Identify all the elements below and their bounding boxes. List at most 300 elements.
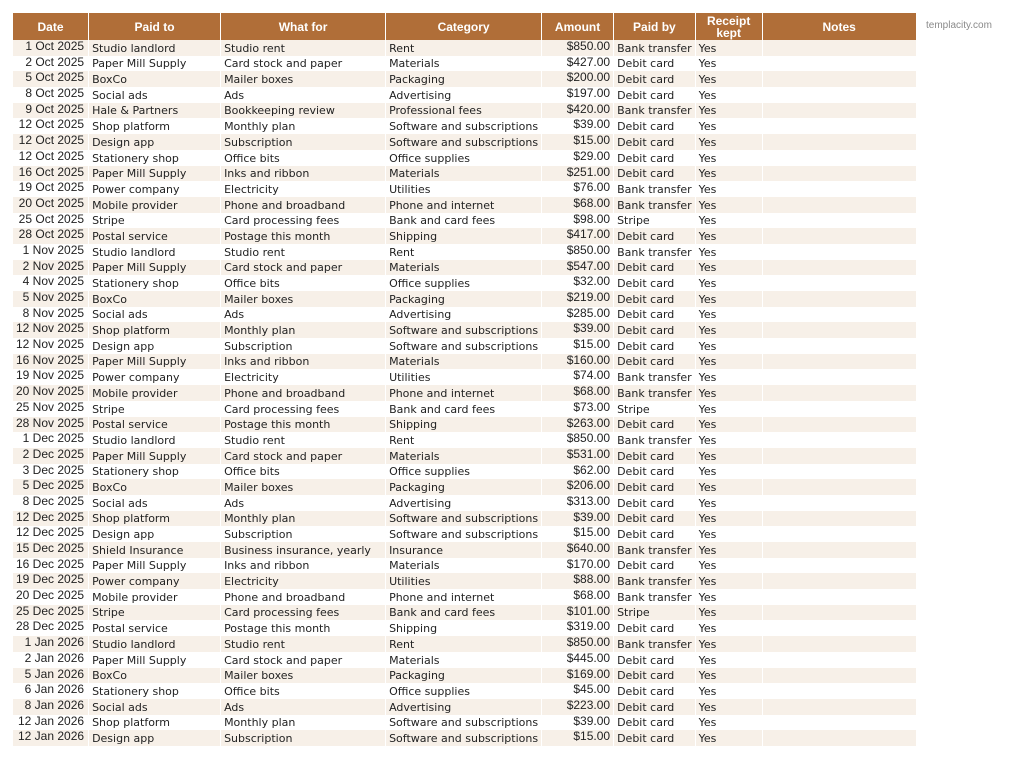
cell-amount[interactable]: $206.00: [542, 479, 614, 495]
cell-what-for[interactable]: Phone and broadband: [221, 385, 386, 401]
cell-paid-to[interactable]: BoxCo: [89, 668, 221, 684]
cell-what-for[interactable]: Mailer boxes: [221, 291, 386, 307]
cell-amount[interactable]: $88.00: [542, 573, 614, 589]
cell-what-for[interactable]: Postage this month: [221, 620, 386, 636]
cell-amount[interactable]: $76.00: [542, 181, 614, 197]
cell-paid-to[interactable]: Postal service: [89, 228, 221, 244]
cell-what-for[interactable]: Subscription: [221, 526, 386, 542]
cell-notes[interactable]: [762, 228, 916, 244]
cell-notes[interactable]: [762, 589, 916, 605]
cell-category[interactable]: Materials: [386, 166, 542, 182]
cell-paid-to[interactable]: Paper Mill Supply: [89, 652, 221, 668]
cell-date[interactable]: 19 Oct 2025: [13, 181, 89, 197]
cell-receipt-kept[interactable]: Yes: [695, 620, 762, 636]
cell-paid-to[interactable]: Social ads: [89, 699, 221, 715]
cell-notes[interactable]: [762, 511, 916, 527]
cell-date[interactable]: 16 Oct 2025: [13, 166, 89, 182]
cell-amount[interactable]: $62.00: [542, 464, 614, 480]
cell-date[interactable]: 3 Dec 2025: [13, 464, 89, 480]
cell-paid-to[interactable]: Stripe: [89, 401, 221, 417]
cell-paid-by[interactable]: Bank transfer: [614, 244, 696, 260]
cell-notes[interactable]: [762, 134, 916, 150]
cell-paid-by[interactable]: Bank transfer: [614, 369, 696, 385]
cell-receipt-kept[interactable]: Yes: [695, 134, 762, 150]
cell-receipt-kept[interactable]: Yes: [695, 448, 762, 464]
cell-what-for[interactable]: Card stock and paper: [221, 652, 386, 668]
cell-paid-to[interactable]: Hale & Partners: [89, 103, 221, 119]
cell-date[interactable]: 2 Nov 2025: [13, 260, 89, 276]
cell-notes[interactable]: [762, 479, 916, 495]
cell-receipt-kept[interactable]: Yes: [695, 322, 762, 338]
cell-paid-by[interactable]: Debit card: [614, 511, 696, 527]
cell-paid-by[interactable]: Debit card: [614, 715, 696, 731]
cell-paid-by[interactable]: Bank transfer: [614, 40, 696, 56]
cell-paid-by[interactable]: Debit card: [614, 87, 696, 103]
cell-receipt-kept[interactable]: Yes: [695, 401, 762, 417]
cell-date[interactable]: 2 Oct 2025: [13, 56, 89, 72]
cell-date[interactable]: 20 Dec 2025: [13, 589, 89, 605]
cell-notes[interactable]: [762, 715, 916, 731]
cell-amount[interactable]: $547.00: [542, 260, 614, 276]
cell-paid-by[interactable]: Bank transfer: [614, 197, 696, 213]
cell-receipt-kept[interactable]: Yes: [695, 213, 762, 229]
cell-receipt-kept[interactable]: Yes: [695, 573, 762, 589]
cell-paid-by[interactable]: Bank transfer: [614, 542, 696, 558]
cell-category[interactable]: Materials: [386, 56, 542, 72]
cell-paid-by[interactable]: Debit card: [614, 338, 696, 354]
cell-notes[interactable]: [762, 495, 916, 511]
cell-paid-to[interactable]: Studio landlord: [89, 636, 221, 652]
cell-amount[interactable]: $263.00: [542, 417, 614, 433]
cell-date[interactable]: 8 Oct 2025: [13, 87, 89, 103]
cell-notes[interactable]: [762, 464, 916, 480]
column-header-date[interactable]: Date: [13, 13, 89, 40]
cell-what-for[interactable]: Ads: [221, 495, 386, 511]
cell-what-for[interactable]: Monthly plan: [221, 322, 386, 338]
cell-amount[interactable]: $850.00: [542, 40, 614, 56]
cell-receipt-kept[interactable]: Yes: [695, 479, 762, 495]
cell-notes[interactable]: [762, 40, 916, 56]
cell-paid-to[interactable]: Shop platform: [89, 715, 221, 731]
cell-date[interactable]: 5 Oct 2025: [13, 71, 89, 87]
cell-paid-to[interactable]: BoxCo: [89, 291, 221, 307]
cell-what-for[interactable]: Subscription: [221, 338, 386, 354]
cell-paid-to[interactable]: Paper Mill Supply: [89, 166, 221, 182]
cell-paid-by[interactable]: Debit card: [614, 354, 696, 370]
cell-notes[interactable]: [762, 291, 916, 307]
cell-category[interactable]: Materials: [386, 354, 542, 370]
cell-category[interactable]: Office supplies: [386, 275, 542, 291]
cell-amount[interactable]: $98.00: [542, 213, 614, 229]
cell-notes[interactable]: [762, 448, 916, 464]
cell-paid-by[interactable]: Debit card: [614, 620, 696, 636]
cell-paid-by[interactable]: Debit card: [614, 322, 696, 338]
cell-notes[interactable]: [762, 338, 916, 354]
cell-paid-by[interactable]: Debit card: [614, 417, 696, 433]
cell-paid-by[interactable]: Debit card: [614, 118, 696, 134]
cell-amount[interactable]: $417.00: [542, 228, 614, 244]
cell-category[interactable]: Rent: [386, 432, 542, 448]
cell-what-for[interactable]: Card processing fees: [221, 213, 386, 229]
cell-notes[interactable]: [762, 699, 916, 715]
cell-what-for[interactable]: Office bits: [221, 464, 386, 480]
cell-date[interactable]: 12 Jan 2026: [13, 715, 89, 731]
cell-category[interactable]: Software and subscriptions: [386, 118, 542, 134]
cell-paid-by[interactable]: Stripe: [614, 401, 696, 417]
cell-what-for[interactable]: Studio rent: [221, 40, 386, 56]
cell-receipt-kept[interactable]: Yes: [695, 181, 762, 197]
cell-paid-to[interactable]: Power company: [89, 369, 221, 385]
cell-what-for[interactable]: Monthly plan: [221, 118, 386, 134]
cell-paid-to[interactable]: Design app: [89, 134, 221, 150]
cell-what-for[interactable]: Studio rent: [221, 432, 386, 448]
cell-category[interactable]: Rent: [386, 244, 542, 260]
cell-paid-to[interactable]: Shop platform: [89, 322, 221, 338]
cell-receipt-kept[interactable]: Yes: [695, 338, 762, 354]
cell-notes[interactable]: [762, 71, 916, 87]
cell-amount[interactable]: $15.00: [542, 338, 614, 354]
cell-receipt-kept[interactable]: Yes: [695, 244, 762, 260]
cell-category[interactable]: Packaging: [386, 668, 542, 684]
cell-date[interactable]: 12 Oct 2025: [13, 150, 89, 166]
cell-paid-to[interactable]: Paper Mill Supply: [89, 260, 221, 276]
cell-date[interactable]: 25 Oct 2025: [13, 213, 89, 229]
cell-date[interactable]: 5 Nov 2025: [13, 291, 89, 307]
cell-paid-to[interactable]: Paper Mill Supply: [89, 354, 221, 370]
cell-paid-by[interactable]: Debit card: [614, 526, 696, 542]
cell-category[interactable]: Phone and internet: [386, 385, 542, 401]
cell-category[interactable]: Materials: [386, 448, 542, 464]
cell-amount[interactable]: $850.00: [542, 432, 614, 448]
cell-what-for[interactable]: Office bits: [221, 150, 386, 166]
cell-date[interactable]: 2 Jan 2026: [13, 652, 89, 668]
cell-date[interactable]: 16 Nov 2025: [13, 354, 89, 370]
cell-notes[interactable]: [762, 542, 916, 558]
cell-what-for[interactable]: Phone and broadband: [221, 589, 386, 605]
cell-paid-to[interactable]: Design app: [89, 730, 221, 746]
cell-date[interactable]: 12 Dec 2025: [13, 526, 89, 542]
cell-date[interactable]: 28 Nov 2025: [13, 417, 89, 433]
cell-receipt-kept[interactable]: Yes: [695, 71, 762, 87]
cell-category[interactable]: Shipping: [386, 620, 542, 636]
cell-paid-by[interactable]: Bank transfer: [614, 589, 696, 605]
cell-notes[interactable]: [762, 244, 916, 260]
cell-what-for[interactable]: Mailer boxes: [221, 668, 386, 684]
cell-amount[interactable]: $15.00: [542, 526, 614, 542]
cell-date[interactable]: 1 Nov 2025: [13, 244, 89, 260]
cell-notes[interactable]: [762, 730, 916, 746]
cell-paid-to[interactable]: Paper Mill Supply: [89, 558, 221, 574]
cell-what-for[interactable]: Card stock and paper: [221, 448, 386, 464]
cell-amount[interactable]: $420.00: [542, 103, 614, 119]
cell-date[interactable]: 28 Oct 2025: [13, 228, 89, 244]
cell-paid-to[interactable]: Stationery shop: [89, 464, 221, 480]
cell-receipt-kept[interactable]: Yes: [695, 150, 762, 166]
cell-paid-by[interactable]: Debit card: [614, 464, 696, 480]
cell-paid-by[interactable]: Debit card: [614, 448, 696, 464]
cell-category[interactable]: Bank and card fees: [386, 605, 542, 621]
cell-notes[interactable]: [762, 322, 916, 338]
cell-paid-to[interactable]: Social ads: [89, 307, 221, 323]
cell-paid-to[interactable]: Postal service: [89, 620, 221, 636]
cell-amount[interactable]: $39.00: [542, 322, 614, 338]
cell-amount[interactable]: $850.00: [542, 244, 614, 260]
cell-category[interactable]: Packaging: [386, 71, 542, 87]
cell-what-for[interactable]: Office bits: [221, 275, 386, 291]
cell-receipt-kept[interactable]: Yes: [695, 354, 762, 370]
cell-category[interactable]: Software and subscriptions: [386, 134, 542, 150]
cell-notes[interactable]: [762, 275, 916, 291]
cell-amount[interactable]: $285.00: [542, 307, 614, 323]
cell-what-for[interactable]: Office bits: [221, 683, 386, 699]
cell-date[interactable]: 16 Dec 2025: [13, 558, 89, 574]
cell-date[interactable]: 20 Nov 2025: [13, 385, 89, 401]
column-header-paid-to[interactable]: Paid to: [89, 13, 221, 40]
cell-paid-by[interactable]: Debit card: [614, 479, 696, 495]
cell-amount[interactable]: $197.00: [542, 87, 614, 103]
cell-paid-to[interactable]: Stationery shop: [89, 683, 221, 699]
cell-receipt-kept[interactable]: Yes: [695, 166, 762, 182]
cell-receipt-kept[interactable]: Yes: [695, 495, 762, 511]
cell-paid-to[interactable]: Design app: [89, 338, 221, 354]
cell-paid-by[interactable]: Debit card: [614, 683, 696, 699]
cell-category[interactable]: Software and subscriptions: [386, 526, 542, 542]
column-header-category[interactable]: Category: [386, 13, 542, 40]
cell-receipt-kept[interactable]: Yes: [695, 40, 762, 56]
cell-notes[interactable]: [762, 197, 916, 213]
cell-category[interactable]: Office supplies: [386, 683, 542, 699]
cell-amount[interactable]: $68.00: [542, 385, 614, 401]
cell-receipt-kept[interactable]: Yes: [695, 730, 762, 746]
cell-amount[interactable]: $101.00: [542, 605, 614, 621]
cell-paid-to[interactable]: Stripe: [89, 213, 221, 229]
cell-amount[interactable]: $313.00: [542, 495, 614, 511]
cell-date[interactable]: 12 Nov 2025: [13, 322, 89, 338]
cell-date[interactable]: 12 Dec 2025: [13, 511, 89, 527]
cell-paid-by[interactable]: Bank transfer: [614, 103, 696, 119]
cell-date[interactable]: 9 Oct 2025: [13, 103, 89, 119]
cell-date[interactable]: 6 Jan 2026: [13, 683, 89, 699]
cell-category[interactable]: Professional fees: [386, 103, 542, 119]
cell-amount[interactable]: $45.00: [542, 683, 614, 699]
cell-receipt-kept[interactable]: Yes: [695, 636, 762, 652]
cell-amount[interactable]: $850.00: [542, 636, 614, 652]
cell-paid-to[interactable]: Mobile provider: [89, 197, 221, 213]
cell-category[interactable]: Insurance: [386, 542, 542, 558]
cell-paid-by[interactable]: Bank transfer: [614, 636, 696, 652]
cell-receipt-kept[interactable]: Yes: [695, 542, 762, 558]
cell-what-for[interactable]: Mailer boxes: [221, 71, 386, 87]
cell-paid-by[interactable]: Debit card: [614, 166, 696, 182]
cell-date[interactable]: 12 Oct 2025: [13, 118, 89, 134]
cell-amount[interactable]: $74.00: [542, 369, 614, 385]
cell-amount[interactable]: $251.00: [542, 166, 614, 182]
cell-notes[interactable]: [762, 385, 916, 401]
cell-what-for[interactable]: Studio rent: [221, 244, 386, 260]
cell-date[interactable]: 8 Dec 2025: [13, 495, 89, 511]
cell-category[interactable]: Rent: [386, 636, 542, 652]
cell-what-for[interactable]: Monthly plan: [221, 715, 386, 731]
cell-date[interactable]: 20 Oct 2025: [13, 197, 89, 213]
cell-amount[interactable]: $445.00: [542, 652, 614, 668]
cell-paid-by[interactable]: Debit card: [614, 699, 696, 715]
cell-receipt-kept[interactable]: Yes: [695, 275, 762, 291]
cell-date[interactable]: 1 Dec 2025: [13, 432, 89, 448]
cell-paid-to[interactable]: Stationery shop: [89, 275, 221, 291]
cell-paid-to[interactable]: Power company: [89, 181, 221, 197]
cell-what-for[interactable]: Business insurance, yearly: [221, 542, 386, 558]
column-header-what-for[interactable]: What for: [221, 13, 386, 40]
cell-receipt-kept[interactable]: Yes: [695, 699, 762, 715]
cell-what-for[interactable]: Card processing fees: [221, 401, 386, 417]
cell-paid-by[interactable]: Debit card: [614, 275, 696, 291]
cell-category[interactable]: Software and subscriptions: [386, 338, 542, 354]
cell-notes[interactable]: [762, 260, 916, 276]
cell-what-for[interactable]: Inks and ribbon: [221, 354, 386, 370]
cell-paid-by[interactable]: Debit card: [614, 228, 696, 244]
cell-category[interactable]: Utilities: [386, 573, 542, 589]
cell-category[interactable]: Advertising: [386, 307, 542, 323]
cell-what-for[interactable]: Inks and ribbon: [221, 166, 386, 182]
cell-amount[interactable]: $170.00: [542, 558, 614, 574]
cell-category[interactable]: Office supplies: [386, 150, 542, 166]
cell-notes[interactable]: [762, 118, 916, 134]
cell-receipt-kept[interactable]: Yes: [695, 464, 762, 480]
cell-receipt-kept[interactable]: Yes: [695, 103, 762, 119]
cell-receipt-kept[interactable]: Yes: [695, 432, 762, 448]
cell-notes[interactable]: [762, 668, 916, 684]
cell-receipt-kept[interactable]: Yes: [695, 589, 762, 605]
cell-what-for[interactable]: Postage this month: [221, 417, 386, 433]
cell-receipt-kept[interactable]: Yes: [695, 558, 762, 574]
cell-what-for[interactable]: Phone and broadband: [221, 197, 386, 213]
cell-notes[interactable]: [762, 605, 916, 621]
cell-what-for[interactable]: Ads: [221, 699, 386, 715]
cell-paid-to[interactable]: Power company: [89, 573, 221, 589]
cell-receipt-kept[interactable]: Yes: [695, 526, 762, 542]
cell-paid-to[interactable]: Studio landlord: [89, 40, 221, 56]
cell-receipt-kept[interactable]: Yes: [695, 715, 762, 731]
cell-category[interactable]: Advertising: [386, 87, 542, 103]
cell-receipt-kept[interactable]: Yes: [695, 385, 762, 401]
cell-paid-by[interactable]: Debit card: [614, 56, 696, 72]
cell-paid-by[interactable]: Stripe: [614, 605, 696, 621]
cell-what-for[interactable]: Electricity: [221, 573, 386, 589]
cell-date[interactable]: 8 Jan 2026: [13, 699, 89, 715]
cell-what-for[interactable]: Electricity: [221, 369, 386, 385]
cell-what-for[interactable]: Monthly plan: [221, 511, 386, 527]
cell-category[interactable]: Packaging: [386, 479, 542, 495]
cell-paid-by[interactable]: Bank transfer: [614, 573, 696, 589]
cell-receipt-kept[interactable]: Yes: [695, 668, 762, 684]
cell-receipt-kept[interactable]: Yes: [695, 605, 762, 621]
cell-amount[interactable]: $169.00: [542, 668, 614, 684]
cell-what-for[interactable]: Studio rent: [221, 636, 386, 652]
cell-paid-by[interactable]: Debit card: [614, 495, 696, 511]
cell-date[interactable]: 19 Nov 2025: [13, 369, 89, 385]
cell-paid-by[interactable]: Debit card: [614, 307, 696, 323]
cell-amount[interactable]: $219.00: [542, 291, 614, 307]
cell-date[interactable]: 12 Jan 2026: [13, 730, 89, 746]
cell-what-for[interactable]: Ads: [221, 87, 386, 103]
cell-notes[interactable]: [762, 526, 916, 542]
column-header-paid-by[interactable]: Paid by: [614, 13, 696, 40]
cell-category[interactable]: Utilities: [386, 369, 542, 385]
cell-category[interactable]: Rent: [386, 40, 542, 56]
cell-paid-to[interactable]: Stripe: [89, 605, 221, 621]
cell-paid-to[interactable]: Paper Mill Supply: [89, 56, 221, 72]
cell-amount[interactable]: $29.00: [542, 150, 614, 166]
cell-paid-to[interactable]: Social ads: [89, 87, 221, 103]
cell-date[interactable]: 25 Dec 2025: [13, 605, 89, 621]
cell-category[interactable]: Office supplies: [386, 464, 542, 480]
cell-paid-by[interactable]: Debit card: [614, 260, 696, 276]
cell-notes[interactable]: [762, 401, 916, 417]
cell-receipt-kept[interactable]: Yes: [695, 291, 762, 307]
cell-paid-to[interactable]: Stationery shop: [89, 150, 221, 166]
cell-category[interactable]: Software and subscriptions: [386, 322, 542, 338]
cell-category[interactable]: Packaging: [386, 291, 542, 307]
cell-paid-by[interactable]: Bank transfer: [614, 385, 696, 401]
cell-paid-by[interactable]: Debit card: [614, 668, 696, 684]
cell-date[interactable]: 19 Dec 2025: [13, 573, 89, 589]
cell-category[interactable]: Advertising: [386, 495, 542, 511]
cell-paid-by[interactable]: Bank transfer: [614, 181, 696, 197]
cell-paid-to[interactable]: Shop platform: [89, 118, 221, 134]
cell-amount[interactable]: $319.00: [542, 620, 614, 636]
cell-what-for[interactable]: Ads: [221, 307, 386, 323]
cell-notes[interactable]: [762, 56, 916, 72]
column-header-notes[interactable]: Notes: [762, 13, 916, 40]
cell-paid-to[interactable]: Paper Mill Supply: [89, 448, 221, 464]
cell-amount[interactable]: $15.00: [542, 730, 614, 746]
cell-receipt-kept[interactable]: Yes: [695, 307, 762, 323]
cell-amount[interactable]: $39.00: [542, 511, 614, 527]
cell-category[interactable]: Bank and card fees: [386, 401, 542, 417]
cell-notes[interactable]: [762, 150, 916, 166]
cell-notes[interactable]: [762, 652, 916, 668]
cell-paid-to[interactable]: BoxCo: [89, 71, 221, 87]
cell-receipt-kept[interactable]: Yes: [695, 228, 762, 244]
cell-category[interactable]: Phone and internet: [386, 197, 542, 213]
cell-amount[interactable]: $223.00: [542, 699, 614, 715]
cell-notes[interactable]: [762, 103, 916, 119]
cell-amount[interactable]: $200.00: [542, 71, 614, 87]
cell-receipt-kept[interactable]: Yes: [695, 511, 762, 527]
cell-amount[interactable]: $68.00: [542, 589, 614, 605]
cell-what-for[interactable]: Card stock and paper: [221, 56, 386, 72]
cell-what-for[interactable]: Mailer boxes: [221, 479, 386, 495]
cell-date[interactable]: 2 Dec 2025: [13, 448, 89, 464]
cell-paid-by[interactable]: Stripe: [614, 213, 696, 229]
cell-notes[interactable]: [762, 369, 916, 385]
cell-notes[interactable]: [762, 213, 916, 229]
cell-category[interactable]: Materials: [386, 558, 542, 574]
cell-category[interactable]: Advertising: [386, 699, 542, 715]
cell-notes[interactable]: [762, 354, 916, 370]
cell-category[interactable]: Shipping: [386, 417, 542, 433]
column-header-receipt-kept[interactable]: Receipt kept: [695, 13, 762, 40]
cell-category[interactable]: Software and subscriptions: [386, 730, 542, 746]
cell-receipt-kept[interactable]: Yes: [695, 683, 762, 699]
cell-what-for[interactable]: Subscription: [221, 730, 386, 746]
cell-date[interactable]: 12 Oct 2025: [13, 134, 89, 150]
cell-paid-to[interactable]: Studio landlord: [89, 432, 221, 448]
cell-notes[interactable]: [762, 432, 916, 448]
cell-paid-to[interactable]: Mobile provider: [89, 589, 221, 605]
cell-notes[interactable]: [762, 417, 916, 433]
cell-category[interactable]: Phone and internet: [386, 589, 542, 605]
